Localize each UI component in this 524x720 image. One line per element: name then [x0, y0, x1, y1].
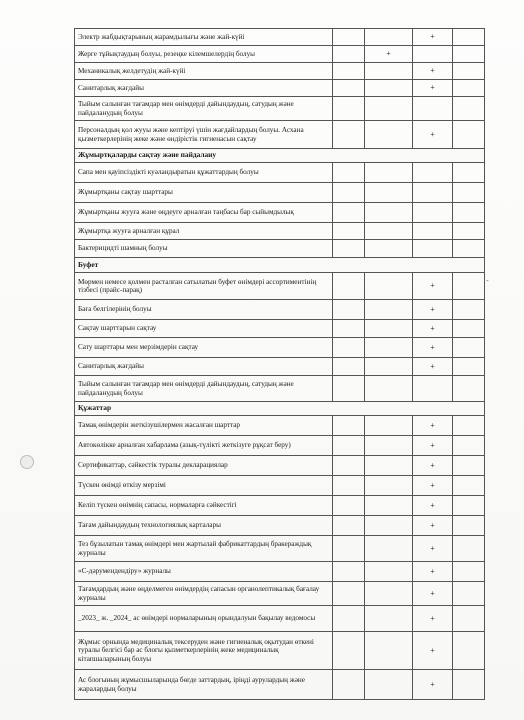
mark-cell	[365, 97, 413, 121]
mark-cell	[365, 223, 413, 240]
mark-cell	[333, 376, 365, 402]
section-title: Буфет	[75, 258, 485, 273]
mark-cell: +	[413, 436, 453, 456]
table-row	[75, 358, 485, 376]
mark-cell	[453, 670, 485, 700]
row-label: Мөрмен немесе қолмен расталған сатылатын буфет өнімдері ассортиментінің тізбесі (прайс-парақ)	[75, 273, 333, 300]
mark-cell	[453, 436, 485, 456]
mark-cell	[453, 632, 485, 670]
section-title: Жұмыртқаларды сақтау және пайдалану	[75, 149, 485, 163]
row-label: Механикалық желдетудің жай-күйі	[75, 63, 333, 80]
mark-cell: +	[413, 300, 453, 320]
mark-cell	[333, 240, 365, 258]
mark-cell	[365, 416, 413, 436]
mark-cell	[365, 516, 413, 536]
mark-cell: +	[413, 496, 453, 516]
row-label: Келіп түскен өнімнің сапасы, нормаларға сәйкестігі	[75, 496, 333, 516]
mark-cell: +	[413, 456, 453, 476]
row-label: Жұмыртқа жууға арналған құрал	[75, 223, 333, 240]
table-row	[75, 63, 485, 80]
mark-cell: +	[413, 29, 453, 46]
mark-cell	[413, 183, 453, 203]
mark-cell	[453, 183, 485, 203]
row-label: _2023_ ж. _2024_ ас өнімдері нормаларының орындалуын бақылау ведомосы	[75, 606, 333, 632]
row-label: Тағам дайындаудың технологиялық карталары	[75, 516, 333, 536]
row-label: Тағамдардың және өңделмеген өнімдердің сапасын органолептикалық бағалау журналы	[75, 582, 333, 606]
row-label: Тыйым салынған тағамдар мен өнімдерді дайындаудың, сатудың және пайдаланудың болуы	[75, 97, 333, 121]
mark-cell	[365, 562, 413, 582]
table-row	[75, 338, 485, 358]
section-header	[75, 258, 485, 273]
mark-cell	[365, 670, 413, 700]
mark-cell	[333, 516, 365, 536]
table-row	[75, 496, 485, 516]
mark-cell	[413, 97, 453, 121]
table-row	[75, 376, 485, 402]
mark-cell	[453, 496, 485, 516]
mark-cell	[333, 63, 365, 80]
mark-cell	[365, 29, 413, 46]
mark-cell	[333, 183, 365, 203]
table-row	[75, 29, 485, 46]
mark-cell	[333, 80, 365, 97]
mark-cell	[333, 97, 365, 121]
mark-cell: +	[413, 416, 453, 436]
mark-cell	[365, 536, 413, 562]
mark-cell	[365, 273, 413, 300]
mark-cell	[365, 163, 413, 183]
stray-mark: -	[486, 276, 489, 285]
row-label: «С-дәрумендендіру» журналы	[75, 562, 333, 582]
table-row	[75, 456, 485, 476]
mark-cell	[413, 203, 453, 223]
table-row	[75, 183, 485, 203]
mark-cell	[333, 632, 365, 670]
table-row	[75, 606, 485, 632]
table-row	[75, 582, 485, 606]
mark-cell	[333, 300, 365, 320]
row-label: Түскен өнімді өткізу мерзімі	[75, 476, 333, 496]
mark-cell: +	[413, 476, 453, 496]
mark-cell: +	[413, 80, 453, 97]
mark-cell: +	[413, 358, 453, 376]
mark-cell	[365, 63, 413, 80]
row-label: Тамақ өнімдерін жеткізушілермен жасалған шарттар	[75, 416, 333, 436]
mark-cell	[333, 163, 365, 183]
mark-cell	[365, 183, 413, 203]
mark-cell	[453, 203, 485, 223]
mark-cell	[333, 203, 365, 223]
mark-cell	[453, 223, 485, 240]
mark-cell	[453, 476, 485, 496]
mark-cell	[453, 358, 485, 376]
table-row	[75, 436, 485, 456]
mark-cell	[365, 606, 413, 632]
mark-cell	[333, 476, 365, 496]
table-row	[75, 536, 485, 562]
mark-cell	[453, 63, 485, 80]
table-row	[75, 97, 485, 121]
mark-cell	[333, 29, 365, 46]
mark-cell: +	[413, 121, 453, 149]
table-row	[75, 632, 485, 670]
table-row	[75, 163, 485, 183]
mark-cell: +	[413, 670, 453, 700]
mark-cell	[333, 223, 365, 240]
mark-cell	[413, 240, 453, 258]
table-row	[75, 203, 485, 223]
row-label: Жерге тұйықтаудың болуы, резеңке кілемшелердің болуы	[75, 46, 333, 63]
mark-cell	[453, 240, 485, 258]
mark-cell	[333, 338, 365, 358]
row-label: Сату шарттары мен мерзімдерін сақтау	[75, 338, 333, 358]
mark-cell	[333, 606, 365, 632]
mark-cell	[453, 121, 485, 149]
mark-cell: +	[413, 562, 453, 582]
mark-cell	[453, 562, 485, 582]
section-title: Құжаттар	[75, 402, 485, 416]
mark-cell: +	[413, 536, 453, 562]
mark-cell	[453, 80, 485, 97]
mark-cell	[333, 46, 365, 63]
mark-cell	[365, 300, 413, 320]
mark-cell: +	[413, 632, 453, 670]
row-label: Сақтау шарттарын сақтау	[75, 320, 333, 338]
mark-cell	[453, 416, 485, 436]
mark-cell: +	[413, 606, 453, 632]
mark-cell	[453, 338, 485, 358]
row-label: Жұмыс орнында медициналық тексеруден және гигиеналық оқытудан өткені туралы белгісі бар ас блогы қызметкерлерінің жеке медициналық кітапшаларының болуы	[75, 632, 333, 670]
table-row	[75, 562, 485, 582]
mark-cell	[365, 436, 413, 456]
mark-cell	[365, 320, 413, 338]
mark-cell	[333, 320, 365, 338]
mark-cell	[453, 320, 485, 338]
mark-cell: +	[413, 273, 453, 300]
row-label: Автокөлікке арналған хабарлама (азық-түлікті жеткізуге рұқсат беру)	[75, 436, 333, 456]
mark-cell	[413, 376, 453, 402]
mark-cell	[453, 29, 485, 46]
row-label: Персоналдың қол жууы және кептіруі үшін жағдайлардың болуы. Асхана қызметкерлерінің жеке және өндірістік гигиенасын сақтау	[75, 121, 333, 149]
table-row	[75, 273, 485, 300]
mark-cell	[333, 582, 365, 606]
mark-cell	[365, 632, 413, 670]
mark-cell	[333, 358, 365, 376]
mark-cell	[453, 582, 485, 606]
mark-cell	[453, 163, 485, 183]
mark-cell	[365, 338, 413, 358]
table-row	[75, 46, 485, 63]
mark-cell	[453, 536, 485, 562]
mark-cell	[365, 358, 413, 376]
table-row	[75, 121, 485, 149]
mark-cell	[333, 562, 365, 582]
mark-cell	[365, 376, 413, 402]
punch-hole-mark	[20, 455, 34, 469]
section-header	[75, 402, 485, 416]
table-row	[75, 80, 485, 97]
mark-cell	[453, 46, 485, 63]
table-row	[75, 416, 485, 436]
mark-cell	[333, 670, 365, 700]
mark-cell	[453, 300, 485, 320]
mark-cell	[333, 496, 365, 516]
table-row	[75, 300, 485, 320]
mark-cell	[365, 80, 413, 97]
row-label: Сертификаттар, сәйкестік туралы декларациялар	[75, 456, 333, 476]
mark-cell	[453, 606, 485, 632]
mark-cell	[453, 376, 485, 402]
mark-cell	[333, 273, 365, 300]
mark-cell	[333, 456, 365, 476]
row-label: Баға белгілерінің болуы	[75, 300, 333, 320]
table-row	[75, 320, 485, 338]
mark-cell	[365, 456, 413, 476]
table-row	[75, 476, 485, 496]
mark-cell: +	[413, 63, 453, 80]
mark-cell	[453, 516, 485, 536]
mark-cell: +	[413, 582, 453, 606]
row-label: Электр жабдықтарының жарамдылығы және жай-күйі	[75, 29, 333, 46]
mark-cell	[365, 203, 413, 223]
mark-cell	[365, 582, 413, 606]
mark-cell	[365, 240, 413, 258]
mark-cell	[333, 121, 365, 149]
mark-cell	[413, 46, 453, 63]
row-label: Ас блогының жұмысшыларында бөгде заттардың, іріңді аурулардың және жаралардың болуы	[75, 670, 333, 700]
mark-cell: +	[413, 516, 453, 536]
mark-cell	[453, 97, 485, 121]
mark-cell	[413, 223, 453, 240]
mark-cell	[365, 476, 413, 496]
mark-cell	[413, 163, 453, 183]
row-label: Сапа мен қауіпсіздікті куәландыратын құжаттардың болуы	[75, 163, 333, 183]
inspection-checklist-table	[74, 28, 485, 700]
mark-cell	[365, 121, 413, 149]
mark-cell: +	[365, 46, 413, 63]
mark-cell	[453, 456, 485, 476]
row-label: Санитарлық жағдайы	[75, 358, 333, 376]
row-label: Жұмыртқаны жууға және өңдеуге арналған таңбасы бар сыйымдылық	[75, 203, 333, 223]
row-label: Тез бұзылатын тамақ өнімдері мен жартылай фабрикаттардың бракераждық журналы	[75, 536, 333, 562]
row-label: Жұмыртқаны сақтау шарттары	[75, 183, 333, 203]
row-label: Бактерицидті шамның болуы	[75, 240, 333, 258]
table-row	[75, 240, 485, 258]
mark-cell	[333, 436, 365, 456]
table-row	[75, 223, 485, 240]
mark-cell: +	[413, 338, 453, 358]
row-label: Тыйым салынған тағамдар мен өнімдерді дайындаудың, сатудың және пайдаланудың болуы	[75, 376, 333, 402]
table-row	[75, 670, 485, 700]
table-row	[75, 516, 485, 536]
checklist-body	[75, 29, 485, 700]
section-header	[75, 149, 485, 163]
mark-cell: +	[413, 320, 453, 338]
mark-cell	[365, 496, 413, 516]
mark-cell	[453, 273, 485, 300]
row-label: Санитарлық жағдайы	[75, 80, 333, 97]
mark-cell	[333, 536, 365, 562]
mark-cell	[333, 416, 365, 436]
